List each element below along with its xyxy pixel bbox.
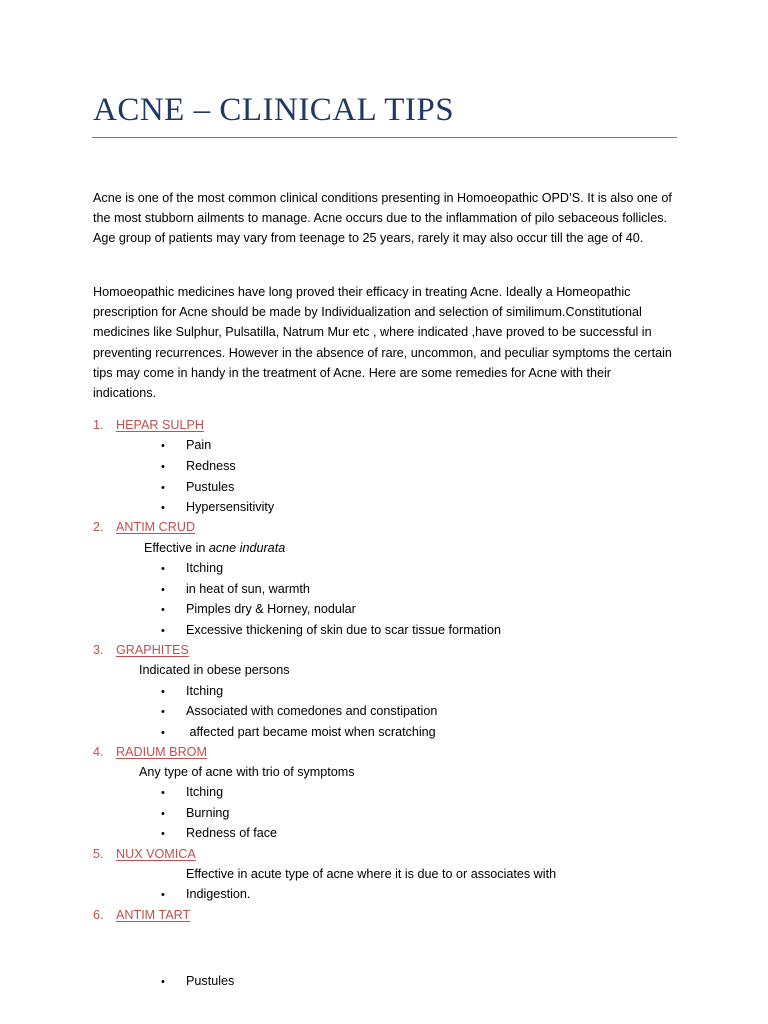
list-item bbox=[161, 722, 436, 743]
remedy-number: 4. bbox=[93, 745, 104, 759]
bullet-icon: • bbox=[161, 482, 165, 494]
remedy-heading-graphites bbox=[93, 640, 189, 660]
bullet-icon: • bbox=[161, 604, 165, 616]
list-item bbox=[161, 803, 229, 824]
intro-paragraph: Acne is one of the most common clinical conditions presenting in Homoeopathic OPD’S. It is also one of the most stubborn ailments to manage. Acne occurs due to the inflammation of pilo sebaceous follicles. Age group of patients may vary from teenage to 25 years, rarely it may also occur till the age of 40. bbox=[93, 191, 672, 246]
list-item bbox=[161, 579, 310, 600]
list-item-text: Associated with comedones and constipation bbox=[186, 704, 438, 718]
remedy-note-emphasis: acne indurata bbox=[208, 541, 286, 555]
treatment-paragraph: Homoeopathic medicines have long proved their efficacy in treating Acne. Ideally a Homeopathic prescription for Acne should be made by Individualization and selection of similimum.Constitutional medicines like Sulphur, Pulsatilla, Natrum Mur etc , where indicated ,have proved to be successful in preventing recurrences. However in the absence of rare, uncommon, and peculiar symptoms the certain tips may come in handy in the treatment of Acne. Here are some remedies for Acne with their indications. bbox=[93, 285, 672, 401]
remedy-name: RADIUM BROM bbox=[116, 745, 207, 759]
remedy-heading-antim-tart bbox=[93, 905, 190, 925]
title-underline-rule bbox=[92, 137, 677, 138]
list-item bbox=[161, 620, 501, 641]
list-item-text: Itching bbox=[186, 684, 224, 698]
bullet-icon: • bbox=[161, 706, 165, 718]
remedy-note: Any type of acne with trio of symptoms bbox=[139, 765, 355, 779]
bullet-icon: • bbox=[161, 889, 165, 901]
list-item bbox=[161, 558, 223, 579]
remedy-name: ANTIM TART bbox=[116, 908, 191, 922]
list-item bbox=[161, 823, 277, 844]
list-item-text: Pustules bbox=[186, 974, 235, 988]
list-item bbox=[161, 497, 274, 518]
list-item-text: in heat of sun, warmth bbox=[186, 582, 310, 596]
list-item bbox=[161, 971, 234, 992]
bullet-icon: • bbox=[161, 828, 165, 840]
remedy-name: NUX VOMICA bbox=[116, 847, 196, 861]
list-item bbox=[161, 701, 437, 722]
list-item-text: Pimples dry & Horney, nodular bbox=[186, 602, 356, 616]
list-item-text: affected part became moist when scratching bbox=[186, 725, 436, 739]
bullet-icon: • bbox=[161, 625, 165, 637]
remedy-name: GRAPHITES bbox=[116, 643, 189, 657]
bullet-icon: • bbox=[161, 808, 165, 820]
list-item-text: Redness of face bbox=[186, 826, 278, 840]
list-item bbox=[161, 477, 234, 498]
remedy-heading-radium-brom bbox=[93, 742, 207, 762]
list-item-text: Itching bbox=[186, 785, 224, 799]
remedy-number: 3. bbox=[93, 643, 104, 657]
list-item-text: Excessive thickening of skin due to scar tissue formation bbox=[186, 623, 501, 637]
remedy-name: ANTIM CRUD bbox=[116, 520, 196, 534]
list-item-text: Pustules bbox=[186, 480, 235, 494]
bullet-icon: • bbox=[161, 563, 165, 575]
list-item-text: Burning bbox=[186, 806, 230, 820]
page-title: ACNE – CLINICAL TIPS bbox=[93, 92, 455, 128]
list-item bbox=[161, 435, 211, 456]
remedy-note-text: Effective in bbox=[144, 541, 209, 555]
bullet-icon: • bbox=[161, 461, 165, 473]
list-item bbox=[161, 782, 223, 803]
remedy-name: HEPAR SULPH bbox=[116, 418, 204, 432]
remedy-note: Indicated in obese persons bbox=[139, 663, 290, 677]
list-item bbox=[161, 884, 250, 905]
remedy-heading-nux-vomica bbox=[93, 844, 196, 864]
list-item-text: Itching bbox=[186, 561, 224, 575]
remedy-number: 2. bbox=[93, 520, 104, 534]
list-item-text: Indigestion. bbox=[186, 887, 251, 901]
remedy-note: Effective in acute type of acne where it is due to or associates with bbox=[186, 867, 557, 881]
remedy-note bbox=[144, 538, 285, 558]
bullet-icon: • bbox=[161, 440, 165, 452]
remedy-number: 1. bbox=[93, 418, 104, 432]
remedy-heading-antim-crud bbox=[93, 517, 195, 537]
bullet-icon: • bbox=[161, 502, 165, 514]
list-item-text: Pain bbox=[186, 438, 212, 452]
bullet-icon: • bbox=[161, 787, 165, 799]
bullet-icon: • bbox=[161, 686, 165, 698]
bullet-icon: • bbox=[161, 727, 165, 739]
remedy-number: 6. bbox=[93, 908, 104, 922]
remedy-heading-hepar-sulph bbox=[93, 415, 204, 435]
list-item bbox=[161, 599, 356, 620]
list-item-text: Redness bbox=[186, 459, 236, 473]
list-item bbox=[161, 681, 223, 702]
bullet-icon: • bbox=[161, 976, 165, 988]
remedy-number: 5. bbox=[93, 847, 104, 861]
bullet-icon: • bbox=[161, 584, 165, 596]
list-item-text: Hypersensitivity bbox=[186, 500, 275, 514]
list-item bbox=[161, 456, 236, 477]
